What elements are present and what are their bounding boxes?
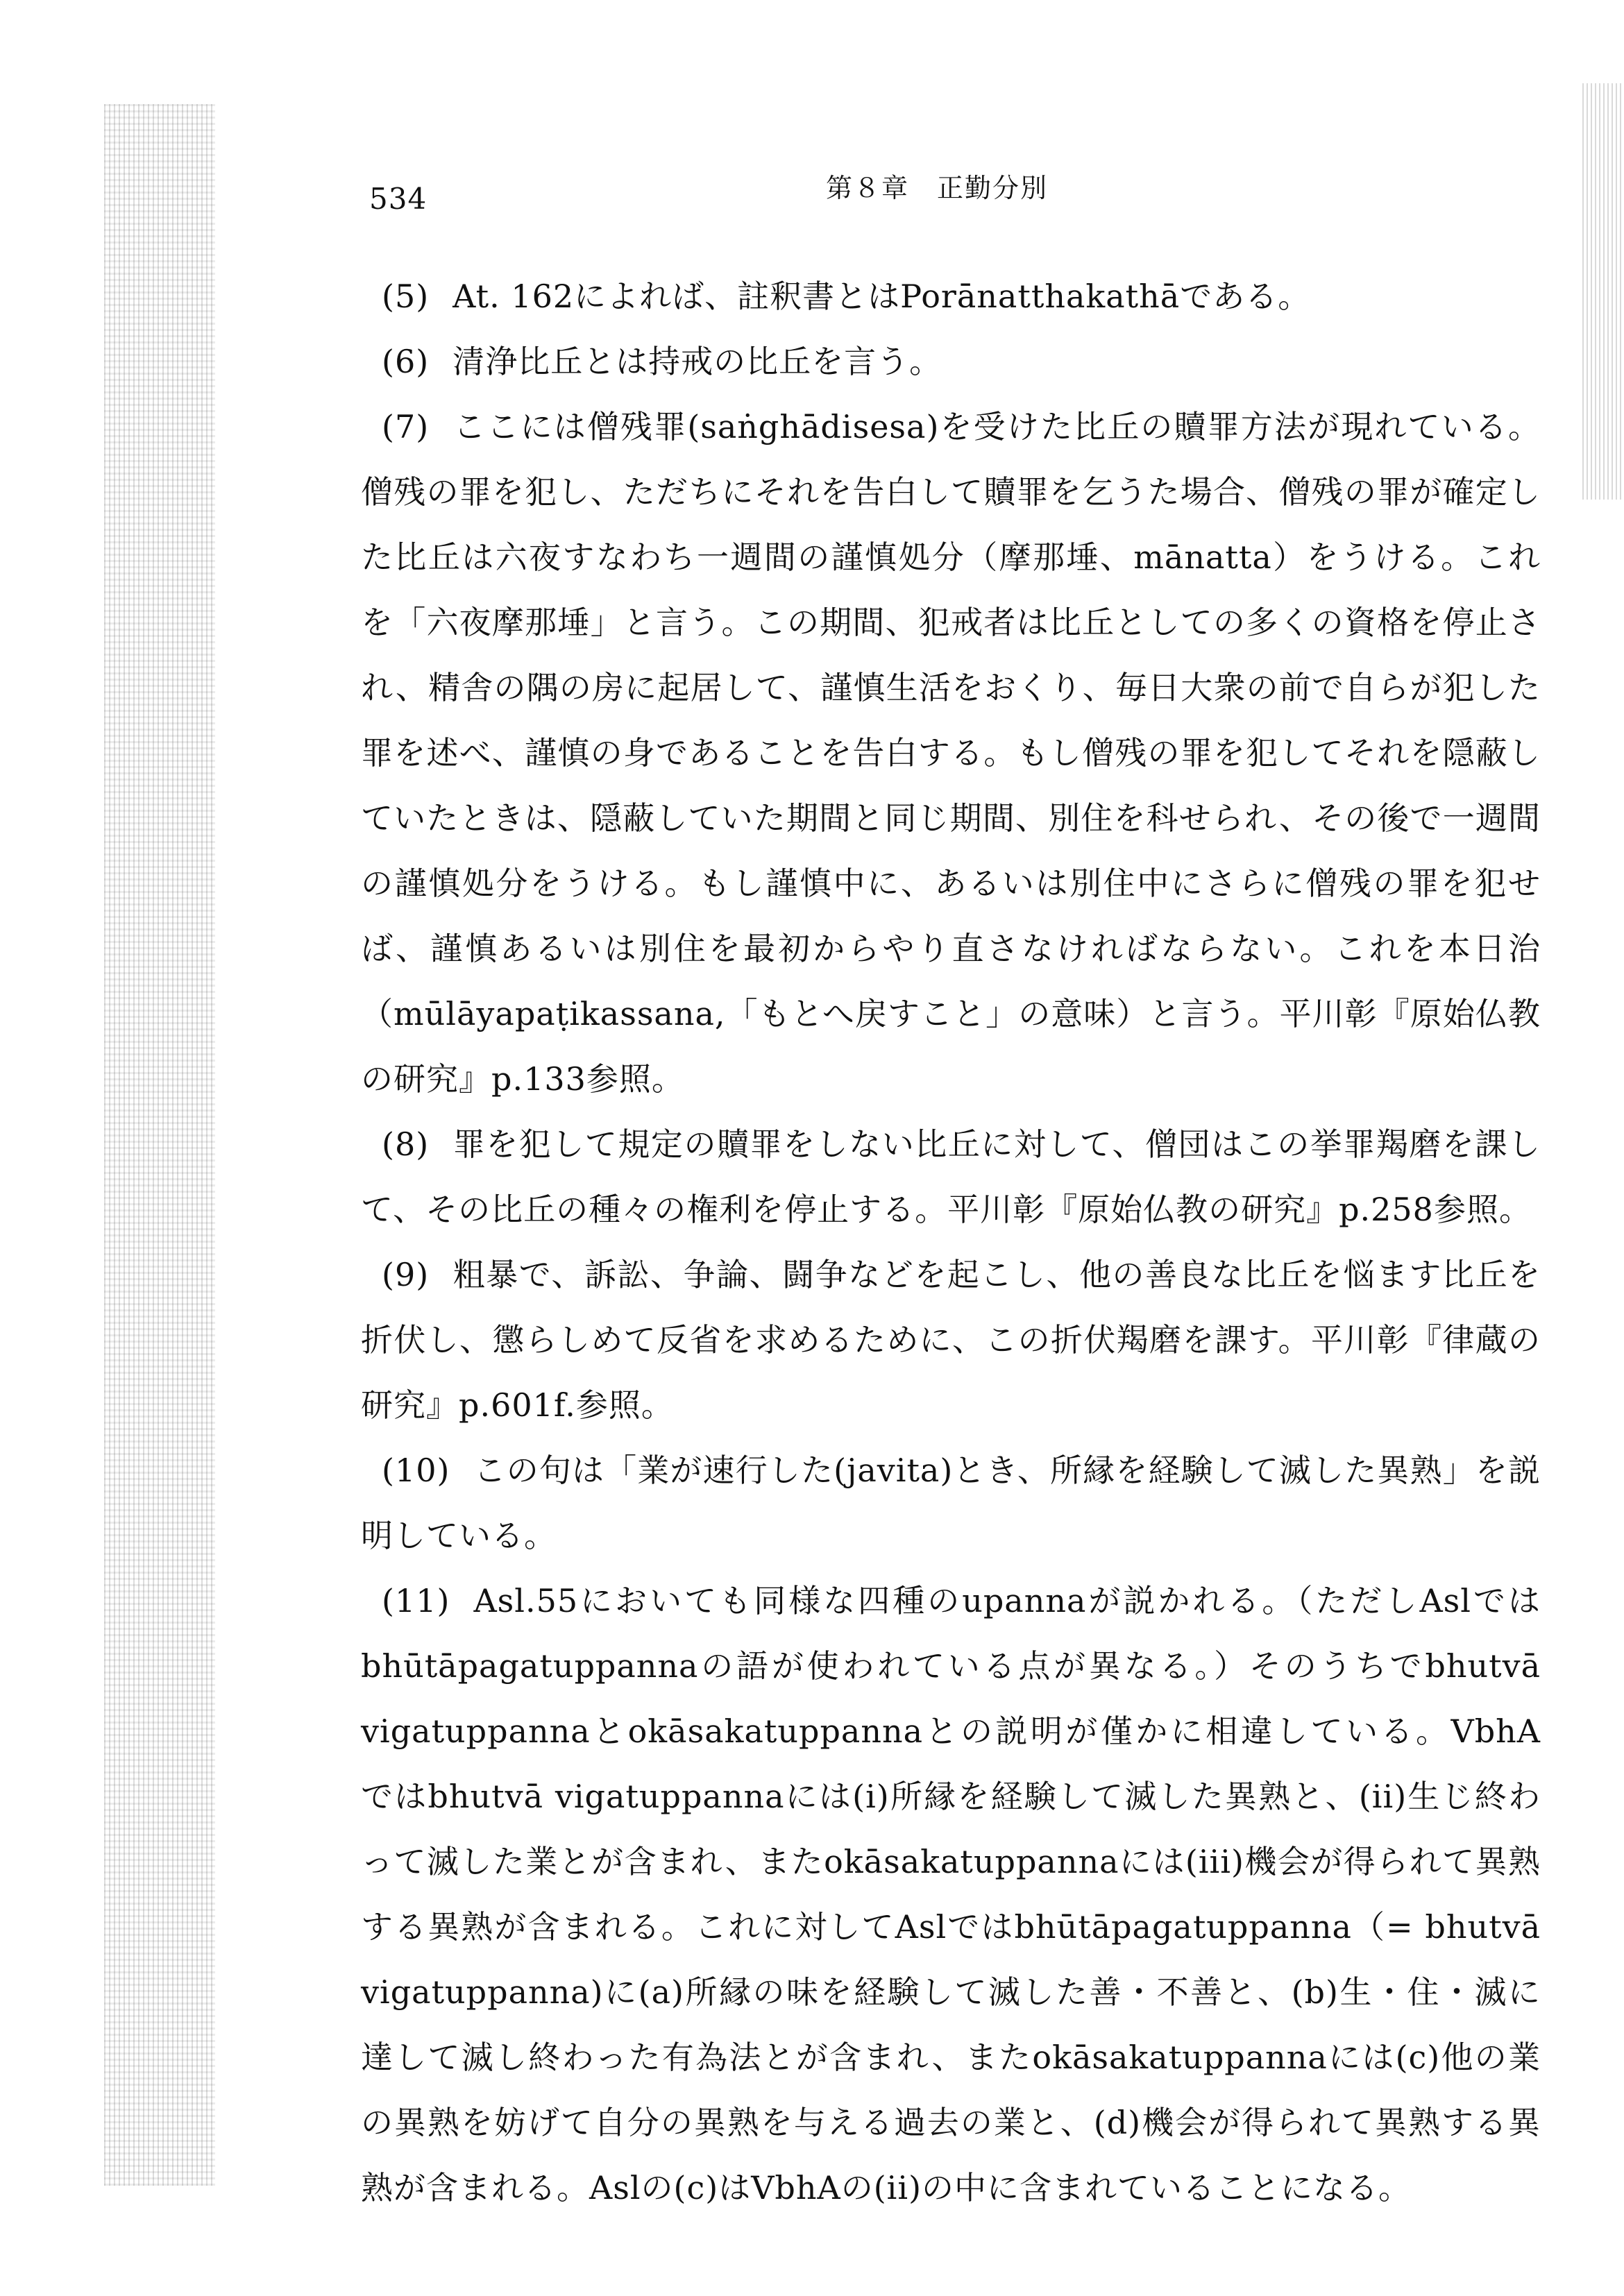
note-5 <box>361 264 1541 329</box>
note-10 <box>361 1438 1541 1568</box>
note-text: 粗暴で、訴訟、争論、闘争などを起こし、他の善良な比丘を悩ます比丘を折伏し、懲らしめて反省を求めるために、この折伏羯磨を課す。平川彰『律蔵の研究』p.601f.参照。 <box>361 1256 1541 1424</box>
note-text: この句は「業が速行した(javita)とき、所縁を経験して滅した異熟」を説明している。 <box>361 1452 1541 1554</box>
endnotes <box>361 264 1541 2220</box>
note-number: (5) <box>382 278 430 315</box>
note-number: (8) <box>382 1125 430 1163</box>
scan-edge-shadow-right <box>1582 83 1624 500</box>
note-text: ここには僧残罪(saṅghādisesa)を受けた比丘の贖罪方法が現れている。僧残の罪を犯し、ただちにそれを告白して贖罪を乞うた場合、僧残の罪が確定した比丘は六夜すなわち一週間の謹慎処分（摩那埵、mānatta）をうける。これを「六夜摩那埵」と言う。この期間、犯戒者は比丘としての多くの資格を停止され、精舎の隅の房に起居して、謹慎生活をおくり、毎日大衆の前で自らが犯した罪を述べ、謹慎の身であることを告白する。もし僧残の罪を犯してそれを隠蔽していたときは、隠蔽していた期間と同じ期間、別住を科せられ、その後で一週間の謹慎処分をうける。もし謹慎中に、あるいは別住中にさらに僧残の罪を犯せば、謹慎あるいは別住を最初からやり直さなければならない。これを本日治（mūlāyapaṭikassana,「もとへ戻すこと」の意味）と言う。平川彰『原始仏教の研究』p.133参照。 <box>361 408 1541 1098</box>
note-number: (10) <box>382 1452 450 1489</box>
note-text: At. 162によれば、註釈書とはPorānatthakathāである。 <box>452 278 1311 315</box>
note-8 <box>361 1112 1541 1242</box>
chapter-header: 第８章 正勤分別 <box>826 173 1049 203</box>
note-text: Asl.55においても同様な四種のupannaが説かれる。（ただしAslではbhūtāpagatuppannaの語が使われている点が異なる。）そのうちでbhutvā vigatuppannaとokāsakatuppannaとの説明が僅かに相違している。VbhA ではbhutvā vigatuppannaには(i)所縁を経験して滅した異熟と、(ii)生じ終わって滅した業とが含まれ、またokāsakatuppannaには(iii)機会が得られて異熟する異熟が含まれる。これに対してAslではbhūtāpagatuppanna（= bhutvā vigatuppanna)に(a)所縁の味を経験して滅した善・不善と、(b)生・住・滅に達して滅し終わった有為法とが含まれ、またokāsakatuppannaには(c)他の業の異熟を妨げて自分の異熟を与える過去の業と、(d)機会が得られて異熟する異熟が含まれる。Aslの(c)はVbhAの(ii)の中に含まれていることになる。 <box>361 1582 1541 2206</box>
scan-binding-shadow-left <box>104 104 215 2186</box>
note-text: 罪を犯して規定の贖罪をしない比丘に対して、僧団はこの挙罪羯磨を課して、その比丘の種々の権利を停止する。平川彰『原始仏教の研究』p.258参照。 <box>361 1125 1541 1228</box>
note-number: (11) <box>382 1582 450 1619</box>
note-11 <box>361 1568 1541 2220</box>
note-9 <box>361 1242 1541 1438</box>
note-6 <box>361 329 1541 394</box>
note-number: (7) <box>382 408 430 445</box>
note-7 <box>361 394 1541 1112</box>
note-text: 清浄比丘とは持戒の比丘を言う。 <box>452 343 942 380</box>
note-number: (9) <box>382 1256 430 1293</box>
page-number: 534 <box>369 182 428 216</box>
note-number: (6) <box>382 343 430 380</box>
